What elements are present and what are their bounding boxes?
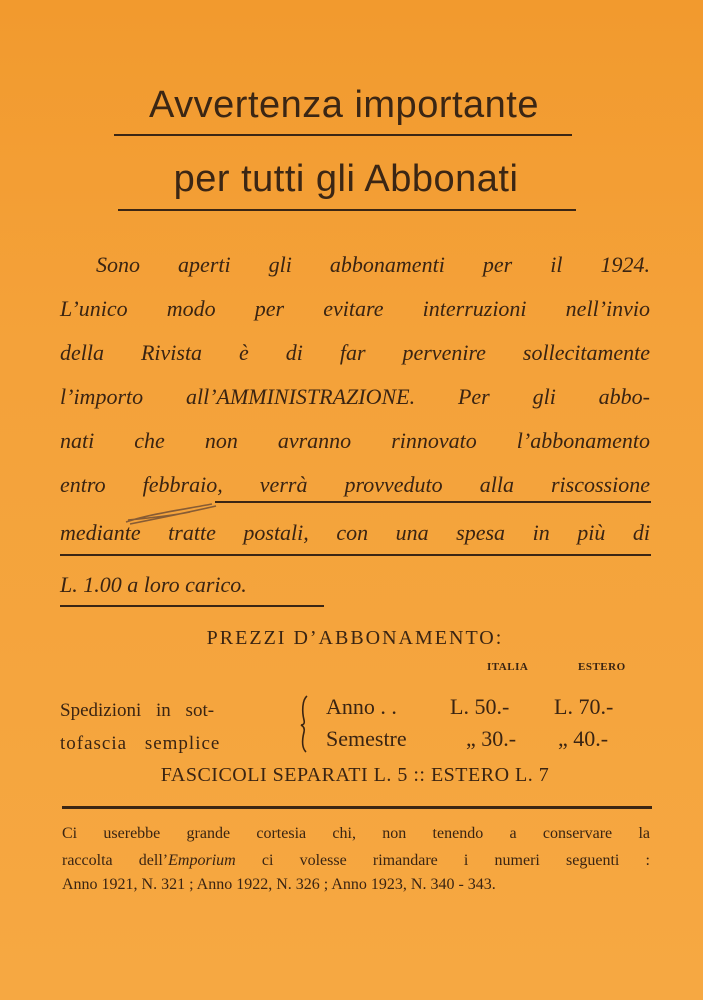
single-issue-prices: FASCICOLI SEPARATI L. 5 :: ESTERO L. 7 bbox=[160, 764, 550, 786]
notice-underline bbox=[60, 554, 651, 556]
request-note-text: raccolta dell’ bbox=[62, 852, 169, 869]
notice-line: l’importo all’AMMINISTRAZIONE. Per gli abbo- bbox=[60, 384, 650, 409]
notice-line: mediante tratte postali, con una spesa in più di bbox=[60, 520, 650, 545]
request-note-text: ci volesse rimandare i numeri seguenti : bbox=[235, 852, 651, 869]
request-note-line: Anno 1921, N. 321 ; Anno 1922, N. 326 ; Anno 1923, N. 340 - 343. bbox=[62, 876, 496, 893]
brace-icon bbox=[298, 694, 312, 754]
price-estero: L. 70.- bbox=[554, 694, 614, 719]
price-estero: „ 40.- bbox=[558, 726, 609, 751]
request-note-line: Ci userebbe grande cortesia chi, non tenendo a conservare la bbox=[62, 825, 650, 842]
notice-line: L’unico modo per evitare interruzioni nell’invio bbox=[60, 296, 650, 321]
notice-line: entro febbraio, verrà provveduto alla riscossione bbox=[60, 472, 650, 497]
magazine-title: Emporium bbox=[168, 852, 236, 869]
prices-heading: PREZZI D’ABBONAMENTO: bbox=[206, 627, 504, 649]
title-underline-2 bbox=[118, 209, 576, 211]
column-header-estero: ESTERO bbox=[578, 661, 626, 673]
notice-line: nati che non avranno rinnovato l’abbonamento bbox=[60, 428, 650, 453]
notice-underline bbox=[215, 501, 651, 503]
notice-line: L. 1.00 a loro carico. bbox=[60, 572, 247, 597]
price-italia: L. 50.- bbox=[450, 694, 510, 719]
title-underline-1 bbox=[114, 134, 572, 136]
notice-underline bbox=[60, 605, 324, 607]
shipping-label: Spedizioni in sot- bbox=[60, 700, 215, 721]
period-label: Semestre bbox=[326, 726, 407, 751]
request-note-line bbox=[62, 853, 650, 869]
shipping-label: tofascia semplice bbox=[60, 733, 221, 754]
period-label: Anno . . bbox=[326, 694, 397, 719]
notice-line: Sono aperti gli abbonamenti per il 1924. bbox=[96, 252, 650, 277]
notice-line: della Rivista è di far pervenire sollecitamente bbox=[60, 340, 650, 365]
column-header-italia: ITALIA bbox=[487, 661, 529, 673]
price-italia: „ 30.- bbox=[466, 726, 517, 751]
section-divider bbox=[62, 806, 652, 809]
title-line-1: Avvertenza importante bbox=[149, 84, 539, 126]
title-line-2: per tutti gli Abbonati bbox=[173, 158, 519, 200]
